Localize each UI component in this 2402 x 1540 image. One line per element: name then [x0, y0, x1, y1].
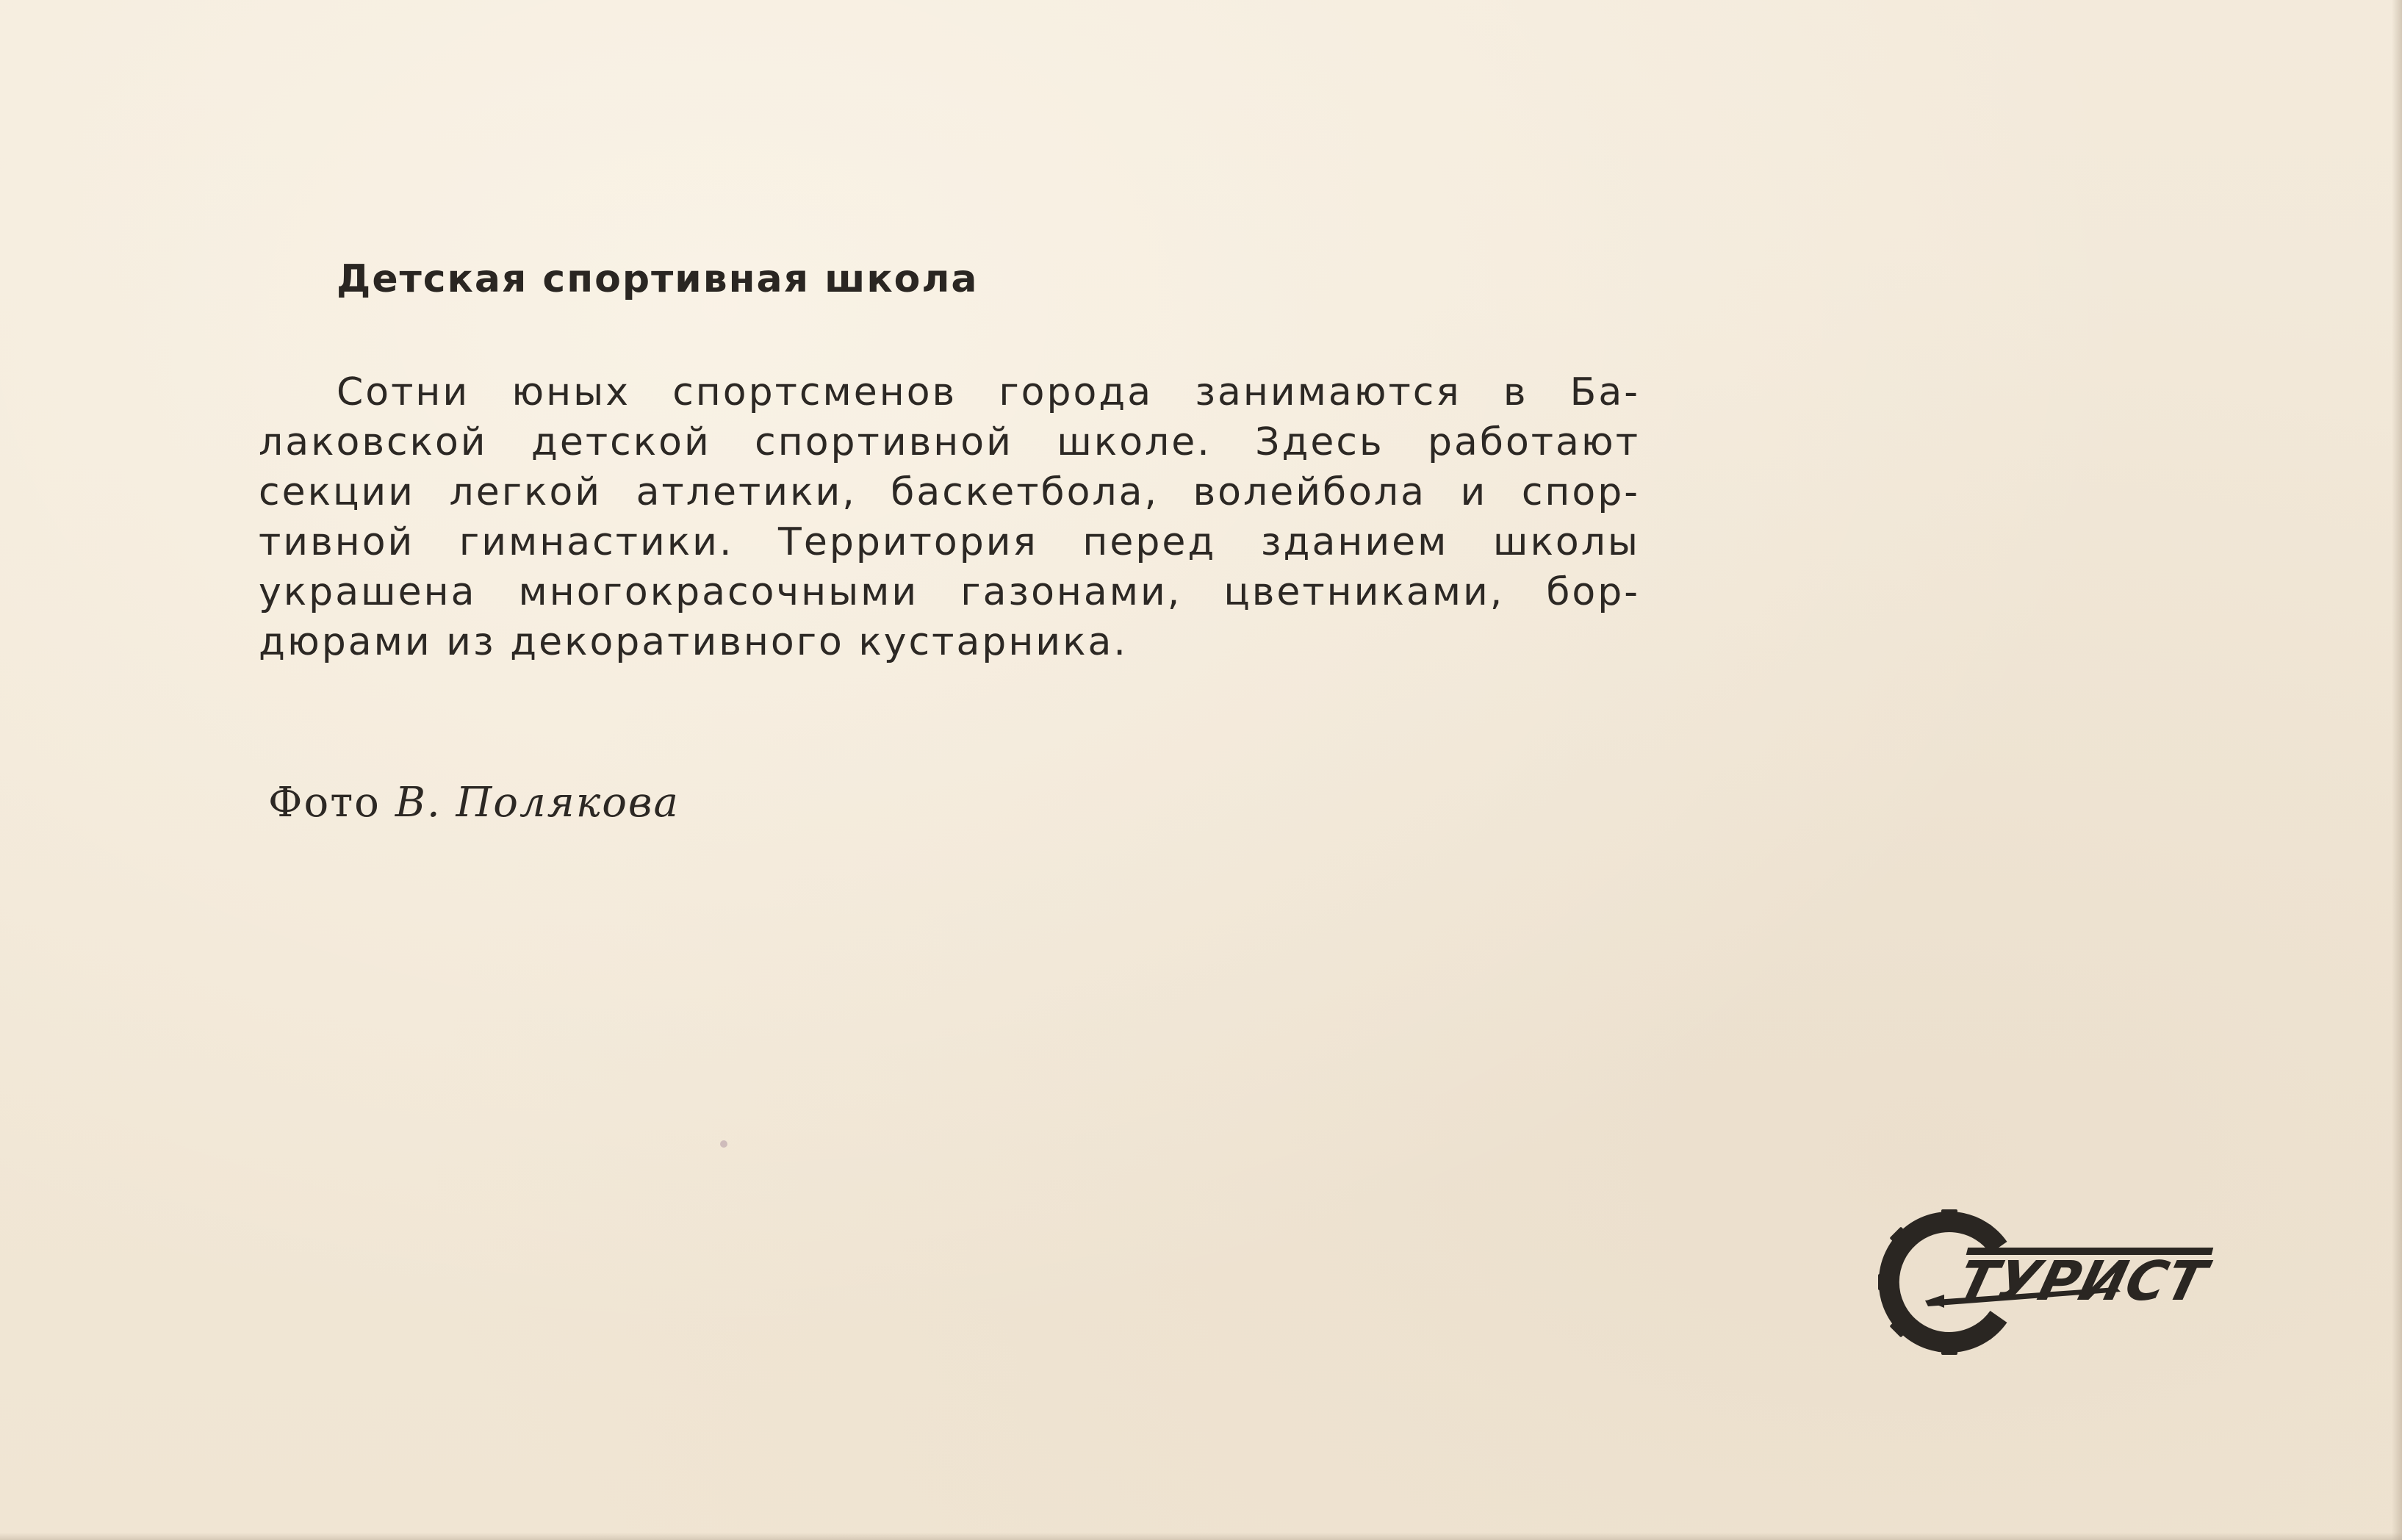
- description-line: секции легкой атлетики, баскетбола, волейбола и спор-: [259, 470, 1640, 514]
- description-line: лаковской детской спортивной школе. Здесь работают: [259, 420, 1640, 464]
- description-line: тивной гимнастики. Территория перед зданием школы: [259, 520, 1640, 564]
- photo-credit-name: В. Полякова: [395, 779, 680, 827]
- paper-edge-right: [2392, 0, 2402, 1540]
- description-line: дюрами из декоративного кустарника.: [259, 620, 1128, 664]
- publisher-logo-text: ТУРИСТ: [1953, 1248, 2214, 1308]
- description-line: украшена многокрасочными газонами, цветниками, бор-: [259, 570, 1640, 614]
- photo-credit: [268, 779, 680, 827]
- postcard-title: Детская спортивная школа: [337, 257, 979, 301]
- paper-edge-bottom: [0, 1533, 2402, 1540]
- paper-speck: [720, 1140, 727, 1148]
- description-line: Сотни юных спортсменов города занимаются в Ба-: [337, 370, 1640, 414]
- description-paragraph: [259, 367, 1640, 667]
- publisher-logo: [1874, 1205, 2248, 1359]
- photo-credit-label: Фото: [268, 779, 381, 827]
